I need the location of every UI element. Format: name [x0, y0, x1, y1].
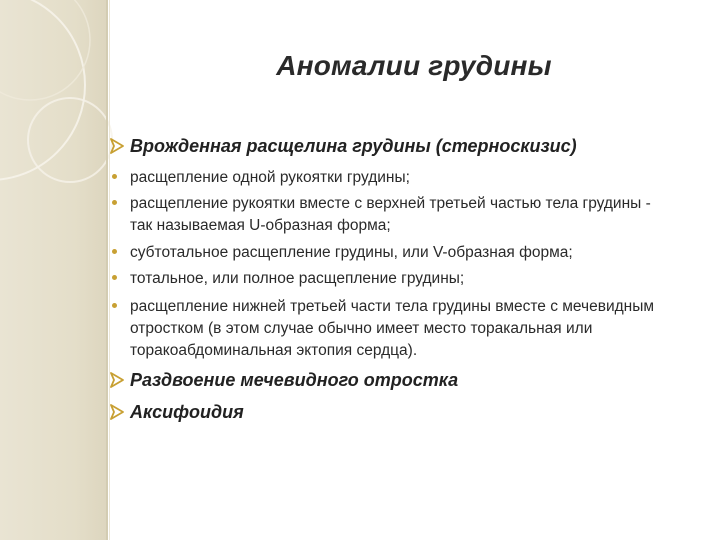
bullet-text: расщепление одной рукоятки грудины;	[130, 169, 410, 186]
bullet-text: Раздвоение мечевидного отростка	[130, 370, 459, 390]
dot-bullet-icon	[112, 200, 117, 205]
bullet-text: Аксифоидия	[130, 402, 244, 422]
arrowhead-check-icon	[110, 138, 124, 154]
dot-bullet-icon	[112, 174, 117, 179]
arrowhead-check-icon	[110, 404, 124, 420]
slide-title: Аномалии грудины	[276, 50, 552, 81]
dot-bullet-icon	[112, 275, 117, 280]
arrowhead-check-icon	[110, 372, 124, 388]
bullet-text: Врожденная расщелина грудины (стерноскизис)	[130, 136, 577, 156]
dot-bullet-icon	[112, 249, 117, 254]
bullet-text: расщепление рукоятки вместе с верхней третьей частью тела грудины - так называемая U-образная форма;	[130, 195, 651, 234]
bullet-text: тотальное, или полное расщепление грудины;	[130, 270, 465, 287]
bullet-text: расщепление нижней третьей части тела грудины вместе с мечевидным отростком (в этом случае обычно имеет место торакальная или торакоабдоминальная эктопия сердца).	[130, 298, 655, 359]
bullet-text: субтотальное расщепление грудины, или V-образная форма;	[130, 244, 573, 261]
dot-bullet-icon	[112, 303, 117, 308]
